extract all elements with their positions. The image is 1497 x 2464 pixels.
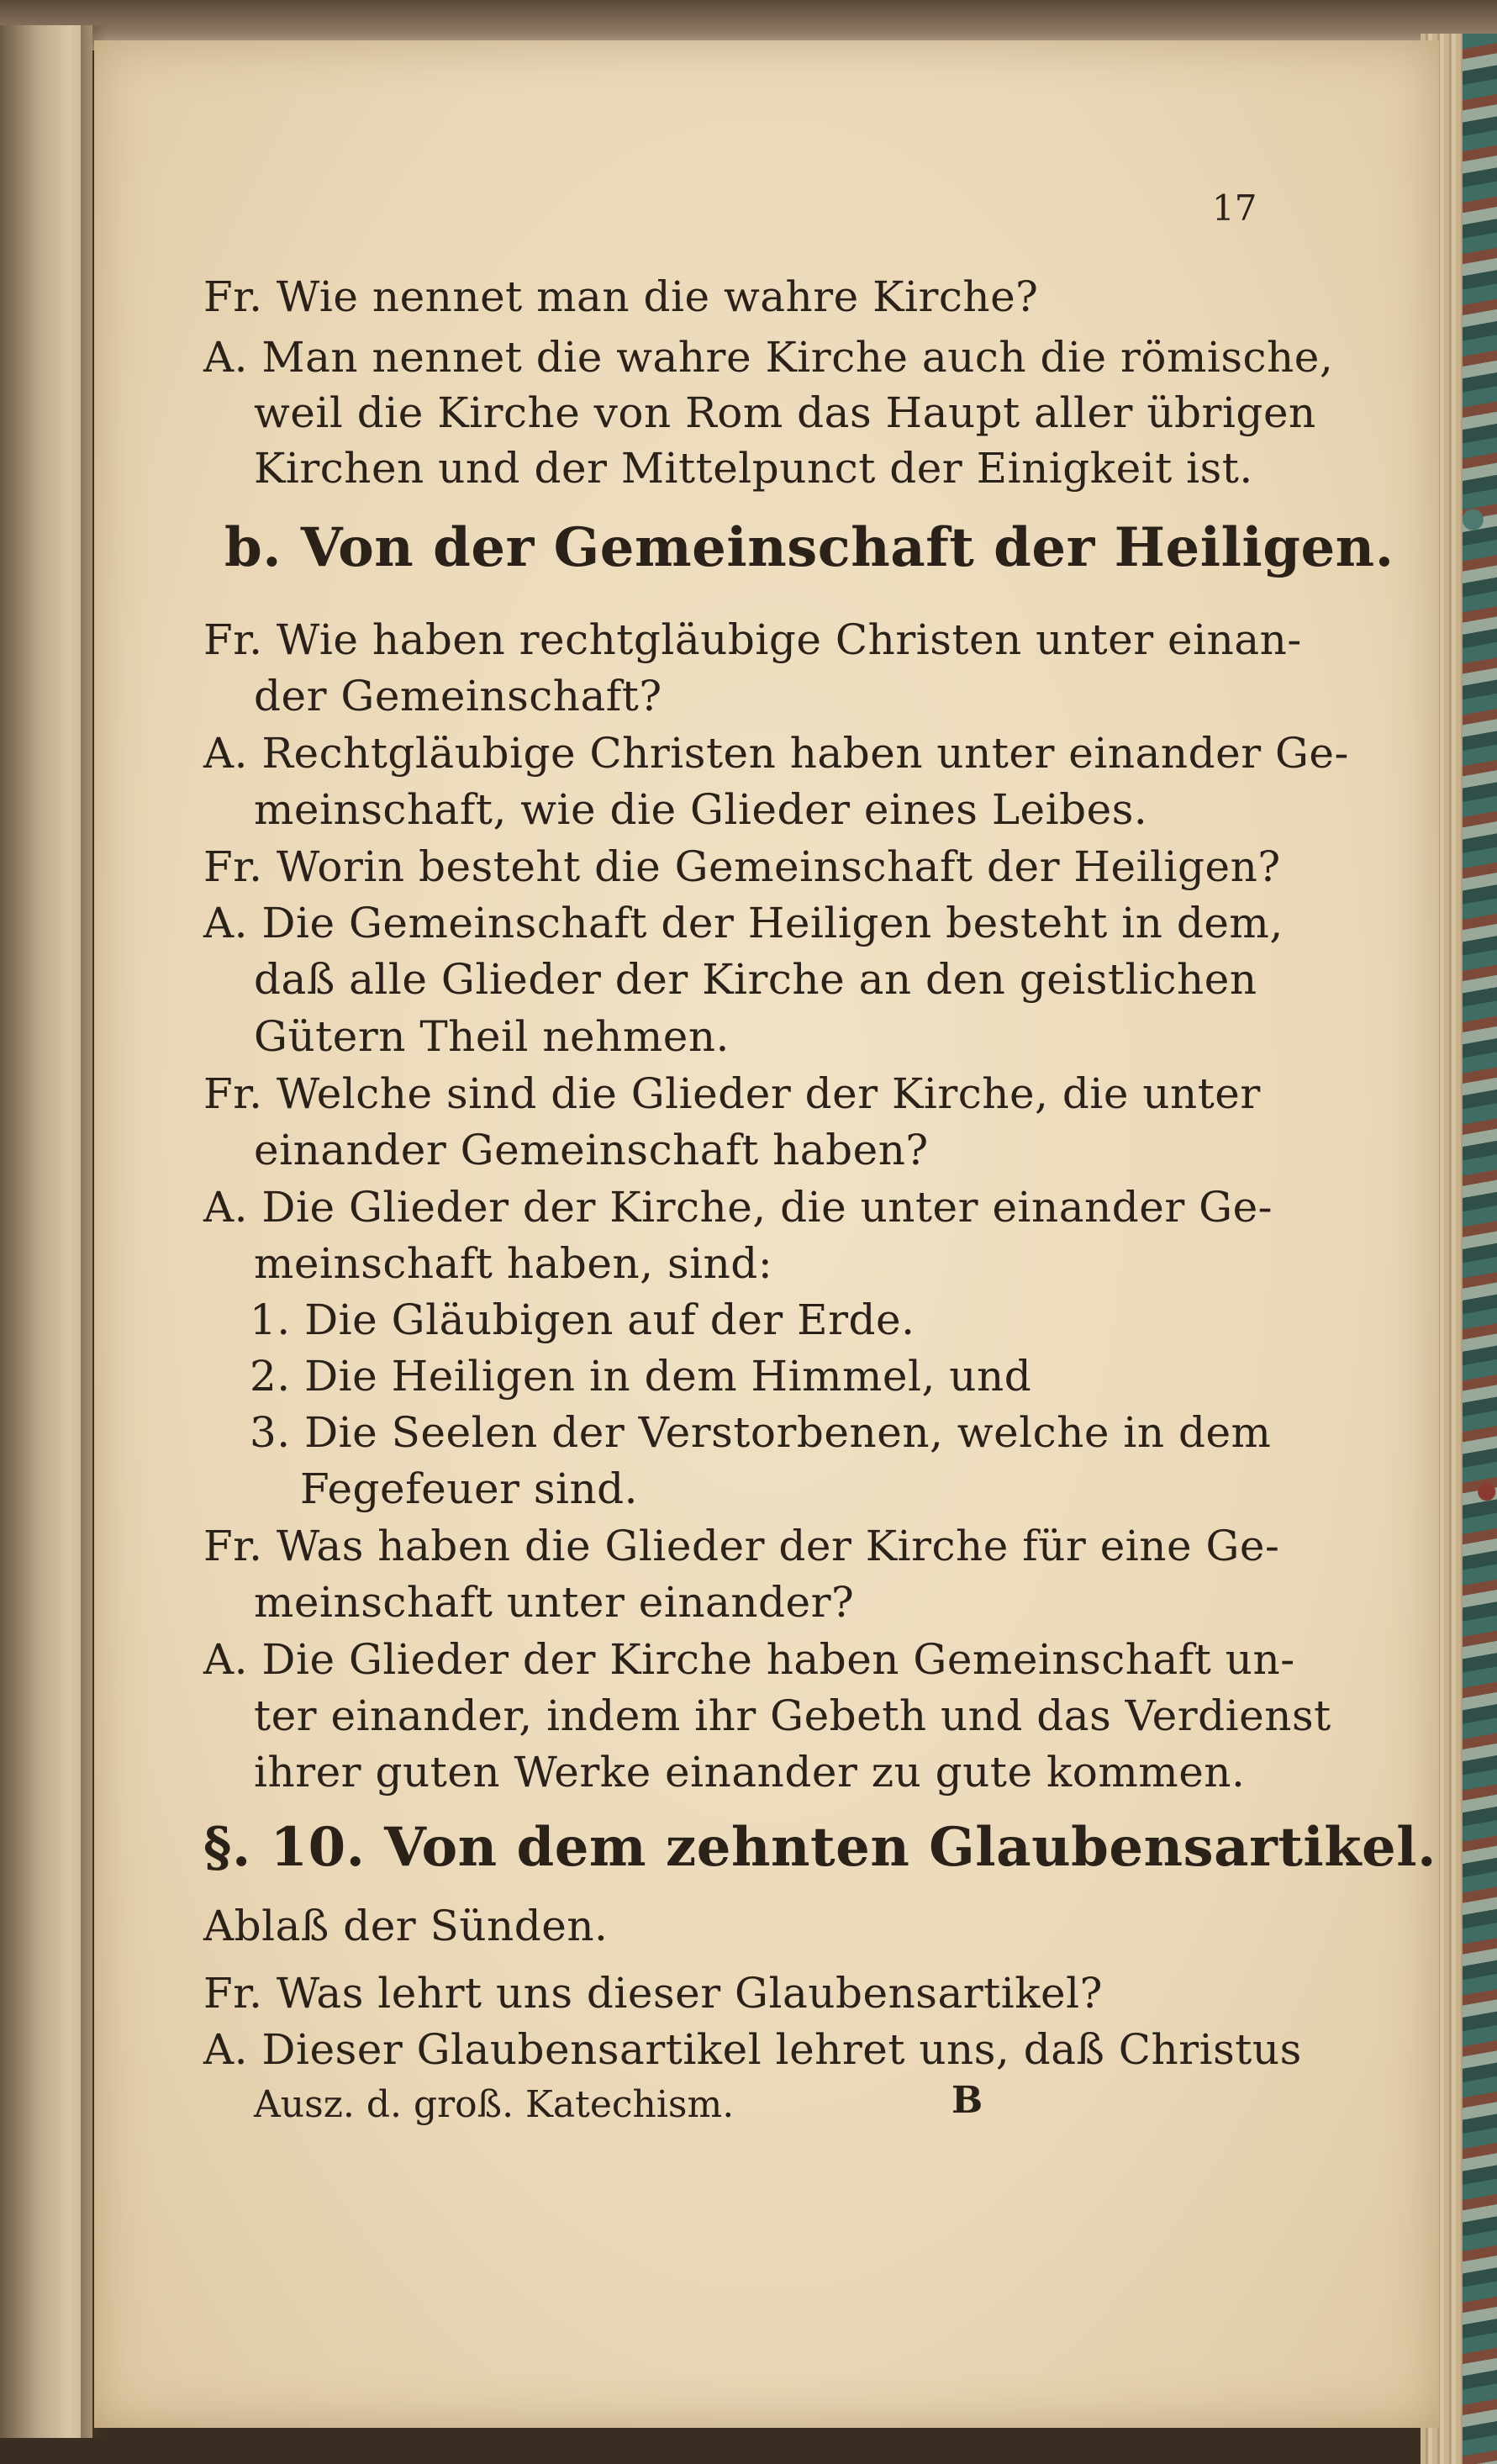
list-item: 3. Die Seelen der Verstorbenen, welche in dem — [250, 1408, 1272, 1457]
page-text — [94, 40, 1439, 2428]
marbled-cover-edge — [1463, 34, 1497, 2464]
text-line: Fr. Was haben die Glieder der Kirche für eine Ge- — [203, 1522, 1280, 1570]
list-item: 1. Die Gläubigen auf der Erde. — [250, 1295, 915, 1344]
text-line: einander Gemeinschaft haben? — [254, 1126, 929, 1174]
text-line: Fr. Wie nennet man die wahre Kirche? — [203, 272, 1039, 321]
text-line: ihrer guten Werke einander zu gute kommen. — [254, 1748, 1246, 1797]
page-number: 17 — [1212, 187, 1257, 229]
text-line: Gütern Theil nehmen. — [254, 1012, 730, 1061]
text-line: der Gemeinschaft? — [254, 672, 662, 720]
text-line: A. Die Gemeinschaft der Heiligen besteht in dem, — [203, 899, 1284, 947]
text-line: Kirchen und der Mittelpunct der Einigkeit ist. — [254, 444, 1253, 493]
text-line: A. Dieser Glaubensartikel lehret uns, daß Christus — [203, 2025, 1302, 2074]
text-line: A. Die Glieder der Kirche, die unter einander Ge- — [203, 1183, 1273, 1232]
signature-mark: B — [951, 2079, 983, 2122]
text-line: meinschaft haben, sind: — [254, 1239, 773, 1288]
text-line: daß alle Glieder der Kirche an den geistlichen — [254, 955, 1257, 1004]
text-line: meinschaft unter einander? — [254, 1578, 855, 1627]
text-line: Fr. Worin besteht die Gemeinschaft der Heiligen? — [203, 842, 1281, 891]
section-heading: §. 10. Von dem zehnten Glaubensartikel. — [203, 1816, 1436, 1879]
text-line: Fr. Welche sind die Glieder der Kirche, die unter — [203, 1069, 1261, 1118]
text-line: Fegefeuer sind. — [300, 1464, 639, 1513]
text-line: A. Rechtgläubige Christen haben unter einander Ge- — [203, 729, 1349, 778]
text-line: weil die Kirche von Rom das Haupt aller übrigen — [254, 388, 1316, 437]
text-line: meinschaft, wie die Glieder eines Leibes. — [254, 785, 1148, 834]
signature-line: Ausz. d. groß. Katechism. — [254, 2083, 735, 2126]
book-page — [94, 40, 1439, 2428]
text-line: ter einander, indem ihr Gebeth und das Verdienst — [254, 1691, 1331, 1740]
list-item: 2. Die Heiligen in dem Himmel, und — [250, 1352, 1032, 1401]
facing-page-edge — [0, 25, 92, 2438]
text-line: A. Man nennet die wahre Kirche auch die römische, — [203, 333, 1334, 382]
text-line: Fr. Was lehrt uns dieser Glaubensartikel? — [203, 1969, 1103, 2018]
section-subheading: Ablaß der Sünden. — [203, 1902, 609, 1950]
text-line: Fr. Wie haben rechtgläubige Christen unter einan- — [203, 615, 1302, 664]
text-line: A. Die Glieder der Kirche haben Gemeinschaft un- — [203, 1635, 1295, 1684]
section-heading: b. Von der Gemeinschaft der Heiligen. — [224, 516, 1394, 579]
